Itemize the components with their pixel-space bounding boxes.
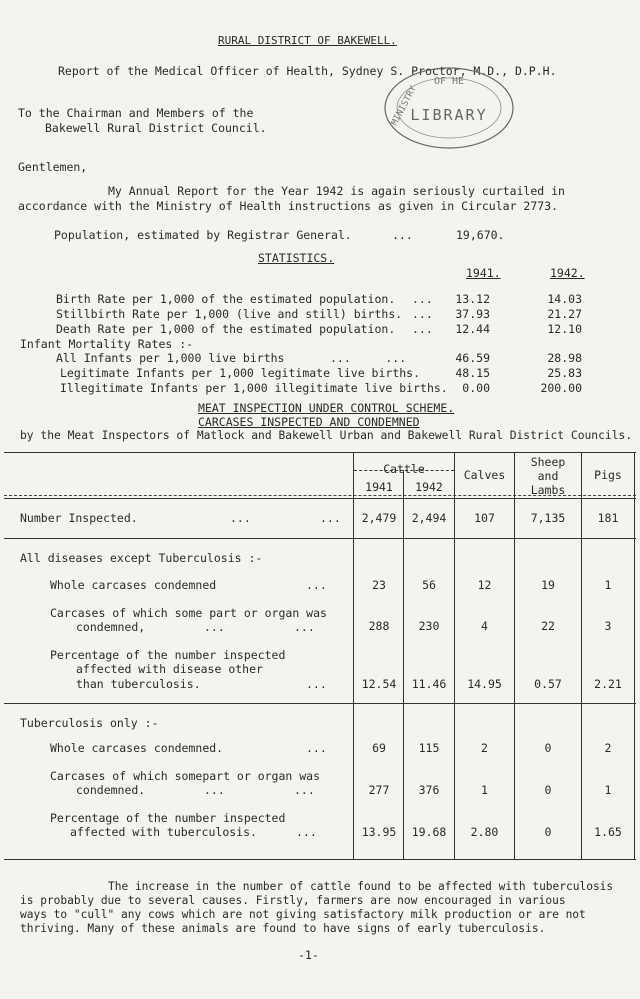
salutation: Gentlemen, [18,160,88,174]
header-pigs: Pigs [594,468,622,482]
stat-row [0,337,640,351]
meat-byline: by the Meat Inspectors of Matlock and Bakewell Urban and Bakewell Rural District Councils. [20,429,633,442]
header-rule-2 [4,498,636,499]
col-divider [634,452,635,859]
cell-value: 230 [418,619,440,633]
stat-1941: 37.93 [455,307,490,321]
address-line-1: To the Chairman and Members of the [18,106,254,120]
stat-1942: 14.03 [547,292,582,306]
stat-row [0,366,640,380]
stat-1942: 200.00 [540,381,582,395]
address-line-2: Bakewell Rural District Council. [45,121,267,135]
header-1941: 1941 [365,480,393,494]
closing-line-1: The increase in the number of cattle found to be affected with tuberculosis [108,880,614,893]
cell-value: 0 [544,741,552,755]
population-label: Population, estimated by Registrar General. [54,228,352,242]
cell-value: 13.95 [361,825,397,839]
header-sheep: Sheep [530,455,566,469]
row-label: Whole carcases condemned. [50,741,224,755]
cell-value: 2.80 [470,825,499,839]
cell-value: 376 [418,783,440,797]
stat-dots: ... [412,307,433,321]
intro-line-2: accordance with the Ministry of Health instructions as given in Circular 2773. [18,199,559,213]
stat-dots: ... [412,322,433,336]
row-dots: ... [306,677,327,691]
stat-1941: 12.44 [455,322,490,336]
section-rule-1 [4,538,636,539]
cell-value: 2 [481,741,488,755]
stat-label: Stillbirth Rate per 1,000 (live and still) births. [56,307,403,321]
report-line: Report of the Medical Officer of Health, Sydney S. Proctor, M.D., D.P.H. [58,64,557,78]
cell-value: 19.68 [411,825,447,839]
stat-1941: 46.59 [455,351,490,365]
stat-1942: 12.10 [547,322,582,336]
row-label-cont: affected with tuberculosis. [70,825,257,839]
statistics-col-1942: 1942. [550,266,585,280]
district-title: RURAL DISTRICT OF BAKEWELL. [218,34,397,47]
stat-dots: ... ... [330,351,407,365]
header-calves: Calves [463,468,506,482]
stat-label: Birth Rate per 1,000 of the estimated population. [56,292,396,306]
stamp-side-text: MINISTRY [389,84,420,128]
cell-value: 1 [604,578,612,592]
section-title: Tuberculosis only :- [20,716,159,730]
cell-value: 0 [544,783,552,797]
cell-value: 115 [418,741,440,755]
table-bottom-rule [4,859,636,860]
cell-value: 12.54 [361,677,397,691]
population-dots: ... [392,228,413,242]
library-stamp [382,62,516,152]
meat-heading-2: CARCASES INSPECTED AND CONDEMNED [198,415,420,429]
row-label: Carcases of which some part or organ was [50,606,327,620]
stamp-library-text: LIBRARY [410,106,488,124]
cell-value: 288 [368,619,390,633]
closing-line-4: thriving. Many of these animals are found to have signs of early tuberculosis. [20,922,546,935]
cell-value: 2,494 [411,511,447,525]
stat-1942: 21.27 [547,307,582,321]
row-label: Carcases of which somepart or organ was [50,769,321,783]
closing-line-3: ways to "cull" any cows which are not giving satisfactory milk production or are not [20,908,586,921]
cell-value: 2.21 [594,677,622,691]
header-lambs: Lambs [530,483,566,497]
intro-line-1: My Annual Report for the Year 1942 is again seriously curtailed in [108,184,565,198]
row-label: Percentage of the number inspected [50,648,286,662]
cell-value: 22 [541,619,555,633]
cell-value: 3 [604,619,612,633]
cell-value: 12 [477,578,492,592]
row-dots: ... ... [204,783,315,797]
cell-value: 277 [368,783,390,797]
row-dots: ... [306,741,327,755]
cell-value: 7,135 [530,511,566,525]
header-cattle: Cattle [383,462,425,476]
section-title: All diseases except Tuberculosis :- [20,551,263,565]
stat-row [0,351,640,365]
cell-value: 69 [372,741,386,755]
stamp-top-text: OF HE [433,76,465,87]
cell-value: 2,479 [361,511,397,525]
statistics-heading: STATISTICS. [258,251,335,265]
stat-row [0,292,640,306]
stat-label: Death Rate per 1,000 of the estimated population. [56,322,396,336]
cell-value: 0.57 [534,677,562,691]
stat-label: Illegitimate Infants per 1,000 illegitimate live births. [60,381,448,395]
cell-value: 4 [481,619,488,633]
stat-label: All Infants per 1,000 live births [56,351,285,365]
stat-row [0,322,640,336]
number-inspected-dots: ... ... [230,511,341,525]
cell-value: 19 [541,578,555,592]
closing-line-2: is probably due to several causes. Firstly, farmers are now encouraged in various [20,894,566,907]
statistics-col-1941: 1941. [466,266,501,280]
cell-value: 11.46 [411,677,447,691]
row-label-cont: than tuberculosis. [76,677,201,691]
cell-value: 181 [597,511,619,525]
cell-value: 0 [544,825,552,839]
table-top-rule [4,452,636,453]
header-and: and [537,469,559,483]
population-value: 19,670. [456,228,505,242]
page-number: -1- [298,948,319,962]
cell-value: 1 [604,783,612,797]
stat-1942: 28.98 [547,351,582,365]
stat-row [0,307,640,321]
meat-heading-1: MEAT INSPECTION UNDER CONTROL SCHEME. [198,401,455,415]
cell-value: 23 [372,578,386,592]
row-label-cont: condemned. [76,783,146,797]
row-label-cont: condemned, [76,620,146,634]
row-dots: ... ... [204,620,315,634]
stat-1941: 0.00 [462,381,490,395]
col-divider [403,470,404,859]
cell-value: 14.95 [467,677,502,691]
number-inspected-label: Number Inspected. [20,511,138,525]
stat-1942: 25.83 [547,366,582,380]
stat-1941: 48.15 [455,366,490,380]
cell-value: 1.65 [594,825,622,839]
row-label: Whole carcases condemned [50,578,217,592]
stat-1941: 13.12 [455,292,490,306]
stat-row [0,381,640,395]
stat-label: Legitimate Infants per 1,000 legitimate live births. [60,366,421,380]
section-rule-2 [4,703,636,704]
row-dots: ... [306,578,327,592]
row-label: Percentage of the number inspected [50,811,286,825]
cell-value: 107 [474,511,495,525]
stat-label: Infant Mortality Rates :- [20,337,194,351]
cell-value: 56 [422,578,436,592]
cell-value: 2 [604,741,612,755]
row-label-cont: affected with disease other [76,662,263,676]
row-dots: ... [296,825,317,839]
cell-value: 1 [481,783,488,797]
header-1942: 1942 [415,480,443,494]
stat-dots: ... [412,292,433,306]
